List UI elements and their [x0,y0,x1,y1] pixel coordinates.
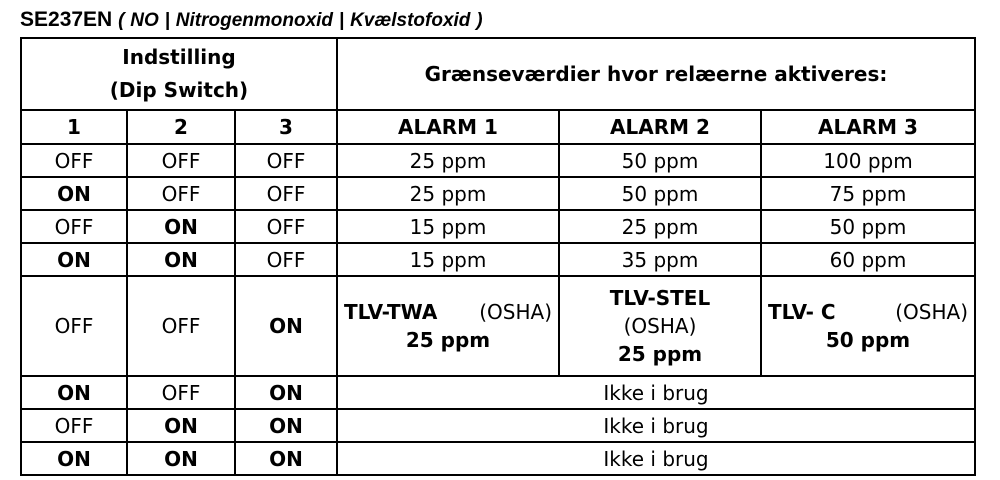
title-close-paren: ) [476,10,483,31]
switch-1-header: 1 [21,110,127,144]
title-separator: | [164,10,170,31]
switch-3-cell: ON [235,376,337,409]
switch-1-cell: OFF [21,210,127,243]
tlv-c-cell [761,276,975,376]
switch-3-header: 3 [235,110,337,144]
dip-switch-header-line2: (Dip Switch) [109,78,249,102]
osha-limits-row [21,276,975,376]
switch-2-cell: OFF [127,376,235,409]
switch-2-cell: ON [127,210,235,243]
switch-3-cell: ON [235,276,337,376]
alarm-2-cell: 25 ppm [559,210,761,243]
gas-name-danish: Kvælstofoxid [350,10,471,31]
alarm-2-header: ALARM 2 [559,110,761,144]
alarm-2-cell: 35 ppm [559,243,761,276]
limits-header: Grænseværdier hvor relæerne aktiveres: [337,38,975,110]
switch-2-cell: ON [127,409,235,442]
column-header-row [21,110,975,144]
osha-source: (OSHA) [623,314,697,338]
alarm-3-header: ALARM 3 [761,110,975,144]
switch-3-cell: ON [235,442,337,475]
osha-source: (OSHA) [479,300,552,324]
tlv-stel-label: TLV-STEL [609,286,711,310]
alarm-1-header: ALARM 1 [337,110,559,144]
not-in-use-cell: Ikke i brug [337,376,975,409]
table-row [21,144,975,177]
alarm-1-cell: 25 ppm [337,177,559,210]
alarm-1-cell: 15 ppm [337,243,559,276]
switch-3-cell: ON [235,409,337,442]
alarm-3-cell: 60 ppm [761,243,975,276]
tlv-twa-label: TLV-TWA [344,300,438,324]
table-row [21,210,975,243]
switch-2-cell: OFF [127,177,235,210]
alarm-3-cell: 75 ppm [761,177,975,210]
switch-1-cell: OFF [21,144,127,177]
alarm-1-cell: 15 ppm [337,210,559,243]
switch-2-cell: ON [127,442,235,475]
switch-2-cell: OFF [127,276,235,376]
switch-1-cell: ON [21,442,127,475]
tlv-stel-value: 25 ppm [617,342,703,366]
switch-3-cell: OFF [235,144,337,177]
document-title [20,8,483,32]
title-separator: | [338,10,345,31]
alarm-3-cell: 100 ppm [761,144,975,177]
alarm-1-cell: 25 ppm [337,144,559,177]
tlv-c-label: TLV- C [768,300,836,324]
alarm-2-cell: 50 ppm [559,144,761,177]
table-row [21,177,975,210]
tlv-stel-cell [559,276,761,376]
tlv-c-line [762,298,974,326]
title-open-paren: ( [118,10,125,31]
switch-3-cell: OFF [235,243,337,276]
not-in-use-cell: Ikke i brug [337,442,975,475]
switch-1-cell: OFF [21,409,127,442]
switch-2-cell: ON [127,243,235,276]
osha-source: (OSHA) [895,300,968,324]
tlv-twa-line [338,298,558,326]
table-row [21,243,975,276]
alarm-2-cell: 50 ppm [559,177,761,210]
tlv-twa-cell [337,276,559,376]
table-row [21,409,975,442]
switch-1-cell: ON [21,376,127,409]
dip-switch-header-line1: Indstilling [122,45,236,69]
switch-2-header: 2 [127,110,235,144]
tlv-twa-value: 25 ppm [405,328,491,352]
gas-formula: NO [130,10,159,31]
dip-switch-header [21,38,337,110]
switch-1-cell: ON [21,243,127,276]
alarm-3-cell: 50 ppm [761,210,975,243]
switch-3-cell: OFF [235,177,337,210]
switch-1-cell: ON [21,177,127,210]
not-in-use-cell: Ikke i brug [337,409,975,442]
table-header-row [21,38,975,110]
product-code: SE237EN [20,8,113,31]
switch-2-cell: OFF [127,144,235,177]
table-row [21,376,975,409]
switch-3-cell: OFF [235,210,337,243]
gas-name-german: Nitrogenmonoxid [175,10,334,31]
switch-1-cell: OFF [21,276,127,376]
tlv-c-value: 50 ppm [825,328,911,352]
table-row [21,442,975,475]
alarm-settings-table [20,37,976,476]
